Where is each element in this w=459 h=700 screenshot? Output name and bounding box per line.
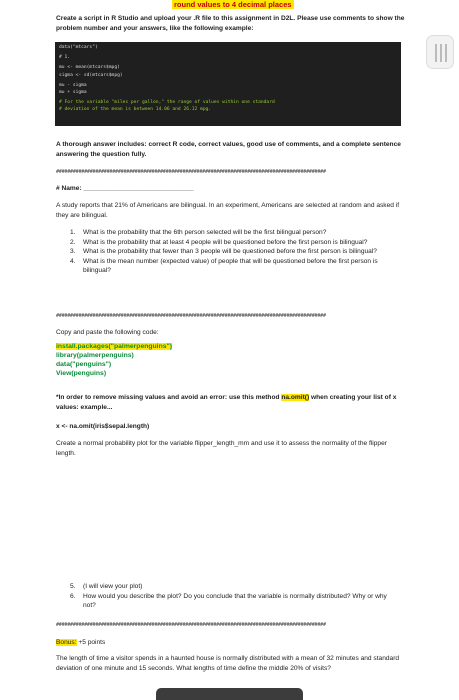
list-item — [70, 247, 400, 257]
item-text: What is the probability that fewer than 3 people will be questioned before the first person is bilingual? — [83, 248, 377, 255]
item-text: What is the probability that the 6th person selected will be the first bilingual person? — [83, 229, 327, 236]
bonus-heading — [56, 638, 105, 648]
scroll-grip — [440, 44, 442, 62]
item-number: 6. — [70, 592, 76, 600]
bonus-label: Bonus: — [56, 639, 77, 646]
hash-divider: ################################################################################################ — [56, 622, 326, 628]
thorough-note: A thorough answer includes: correct R code, correct values, good use of comments, and a complete sentence answering the question fully. — [56, 141, 401, 158]
item-text: What is the mean number (expected value) of people that will be questioned before the first person is bilingual? — [83, 257, 378, 274]
green-code-block — [56, 342, 172, 378]
list-item — [70, 228, 400, 238]
green-code-line: data("penguins") — [56, 361, 112, 368]
code-line: data("mtcars") — [59, 45, 98, 50]
intro-paragraph: Create a script in R Studio and upload your .R file to this assignment in D2L. Please use comments to show the problem number and your answers, like the following example: — [56, 15, 405, 32]
code-line: mu - sigma — [59, 82, 87, 88]
code-line: # 1. — [59, 55, 71, 61]
bonus-points: +5 points — [76, 639, 106, 646]
item-number: 2. — [70, 238, 76, 246]
code-example — [55, 42, 401, 126]
code-comment: # deviation of the mean is between 14.06 and 26.12 mpg. — [59, 107, 212, 113]
study-paragraph: A study reports that 21% of Americans are bilingual. In an experiment, Americans are selected at random and asked if they are bilingual. — [56, 202, 400, 219]
item-number: 4. — [70, 257, 76, 265]
hash-divider: ################################################################################################ — [56, 313, 326, 319]
scroll-grip — [435, 44, 437, 62]
item-number: 1. — [70, 229, 76, 236]
bonus-text: The length of time a visitor spends in a haunted house is normally distributed with a mean of 32 minutes and standard deviation of one minute and 15 seconds. What lengths of time define the middle 20% of visits? — [56, 655, 400, 672]
code-line: sigma <- sd(mtcars$mpg) — [59, 72, 123, 78]
item-text: (I will view your plot) — [83, 583, 143, 590]
question-list — [70, 228, 400, 276]
top-highlight: round values to 4 decimal places — [174, 0, 292, 9]
code-line: mu + sigma — [59, 90, 87, 96]
code-comment: # For the variable "miles per gallon," the range of values within one standard — [59, 100, 275, 106]
na-note-post: when creating your list of x values: example... — [56, 394, 397, 411]
hash-divider: ################################################################################################ — [56, 169, 326, 175]
item-text: What is the probability that at least 4 people will be questioned before the first person is bilingual? — [83, 238, 368, 246]
name-label: # Name: ______________________________ — [56, 185, 194, 192]
item-number: 3. — [70, 248, 76, 255]
list-item — [70, 238, 400, 248]
list-item — [70, 582, 400, 592]
green-code-line: View(penguins) — [56, 370, 107, 377]
normal-plot-instructions: Create a normal probability plot for the variable flipper_length_mm and use it to assess the normality of the flipper length. — [56, 440, 387, 457]
scroll-grip — [445, 44, 447, 62]
na-omit-function: na.omit() — [281, 394, 310, 401]
code-line: mu <- mean(mtcars$mpg) — [59, 65, 120, 71]
bottom-bar[interactable] — [156, 688, 303, 700]
item-number: 5. — [70, 583, 76, 590]
item-text: How would you describe the plot? Do you conclude that the variable is normally distributed? Why or why not? — [83, 592, 387, 609]
green-code-line: library(palmerpenguins) — [56, 352, 134, 359]
scroll-handle[interactable] — [426, 35, 454, 69]
x-example: x <- na.omit(iris$sepal.length) — [56, 423, 150, 430]
list-item — [70, 592, 400, 611]
na-note-pre: *In order to remove missing values and avoid an error: use this method — [56, 394, 282, 401]
question-list-2 — [70, 582, 400, 611]
copy-paste-label: Copy and paste the following code: — [56, 329, 159, 336]
list-item — [70, 257, 400, 276]
na-omit-note — [56, 393, 408, 412]
green-code-line: install.packages("palmerpenguins") — [56, 343, 172, 350]
